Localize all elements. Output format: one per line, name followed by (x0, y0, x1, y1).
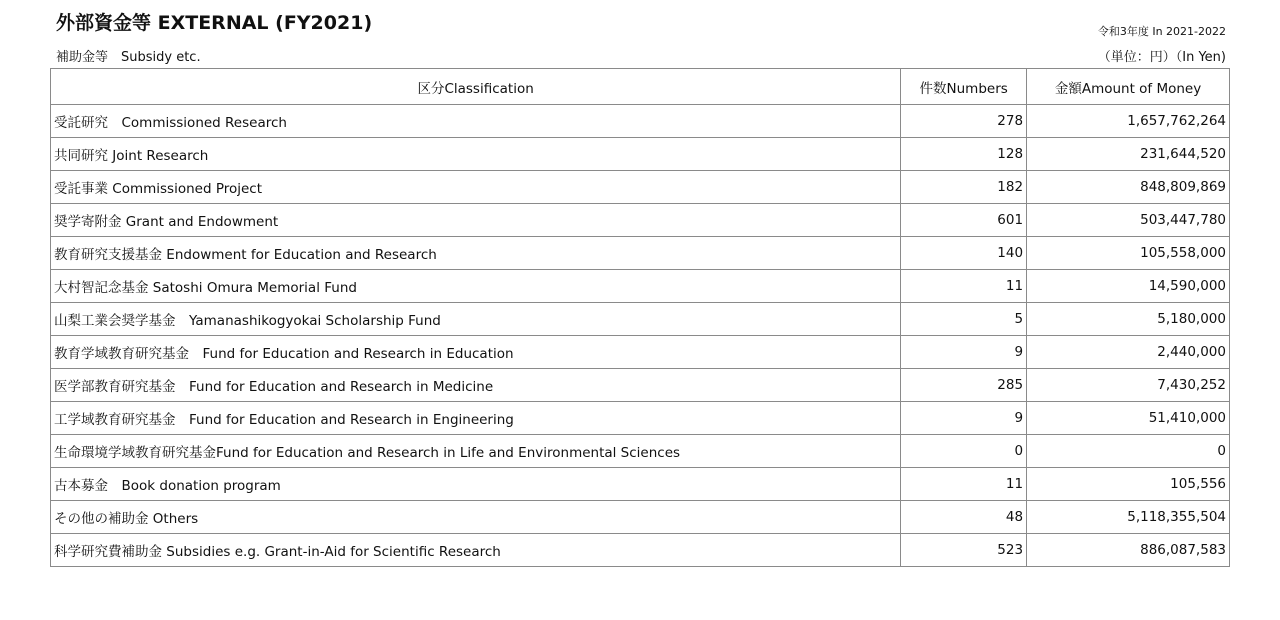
cell-amount: 105,558,000 (1027, 237, 1230, 270)
cell-amount: 0 (1027, 435, 1230, 468)
cell-classification: 受託事業 Commissioned Project (51, 171, 901, 204)
unit-label: （単位：円）（In Yen) (1097, 50, 1226, 65)
cell-numbers: 9 (901, 336, 1027, 369)
cell-classification: 共同研究 Joint Research (51, 138, 901, 171)
cell-classification: 山梨工業会奨学基金 Yamanashikogyokai Scholarship Fund (51, 303, 901, 336)
table-row (51, 270, 1230, 303)
cell-classification: 医学部教育研究基金 Fund for Education and Research in Medicine (51, 369, 901, 402)
cell-amount: 5,118,355,504 (1027, 501, 1230, 534)
table-row (51, 105, 1230, 138)
table-row (51, 171, 1230, 204)
table-row (51, 501, 1230, 534)
table-header-row (51, 69, 1230, 105)
cell-amount: 503,447,780 (1027, 204, 1230, 237)
cell-amount: 886,087,583 (1027, 534, 1230, 567)
cell-amount: 2,440,000 (1027, 336, 1230, 369)
table-row (51, 204, 1230, 237)
cell-classification: 奨学寄附金 Grant and Endowment (51, 204, 901, 237)
cell-numbers: 182 (901, 171, 1027, 204)
cell-numbers: 128 (901, 138, 1027, 171)
cell-amount: 231,644,520 (1027, 138, 1230, 171)
table-row (51, 435, 1230, 468)
cell-amount: 7,430,252 (1027, 369, 1230, 402)
table-row (51, 336, 1230, 369)
table-row (51, 237, 1230, 270)
cell-classification: その他の補助金 Others (51, 501, 901, 534)
column-header-amount: 金額Amount of Money (1027, 69, 1230, 105)
cell-classification: 生命環境学域教育研究基金Fund for Education and Research in Life and Environmental Sciences (51, 435, 901, 468)
cell-numbers: 5 (901, 303, 1027, 336)
table-row (51, 402, 1230, 435)
cell-numbers: 11 (901, 270, 1027, 303)
cell-numbers: 9 (901, 402, 1027, 435)
page-title: 外部資金等 EXTERNAL (FY2021) (56, 12, 373, 34)
cell-numbers: 601 (901, 204, 1027, 237)
cell-numbers: 0 (901, 435, 1027, 468)
cell-numbers: 278 (901, 105, 1027, 138)
cell-classification: 工学域教育研究基金 Fund for Education and Research in Engineering (51, 402, 901, 435)
cell-classification: 教育研究支援基金 Endowment for Education and Research (51, 237, 901, 270)
cell-classification: 大村智記念基金 Satoshi Omura Memorial Fund (51, 270, 901, 303)
cell-amount: 848,809,869 (1027, 171, 1230, 204)
cell-amount: 14,590,000 (1027, 270, 1230, 303)
cell-numbers: 140 (901, 237, 1027, 270)
table-row (51, 138, 1230, 171)
table-row (51, 369, 1230, 402)
fiscal-year-label: 令和3年度 In 2021-2022 (1097, 25, 1226, 38)
column-header-classification: 区分Classification (51, 69, 901, 105)
table-row (51, 303, 1230, 336)
cell-classification: 受託研究 Commissioned Research (51, 105, 901, 138)
cell-classification: 教育学域教育研究基金 Fund for Education and Research in Education (51, 336, 901, 369)
cell-amount: 1,657,762,264 (1027, 105, 1230, 138)
cell-numbers: 285 (901, 369, 1027, 402)
cell-amount: 51,410,000 (1027, 402, 1230, 435)
cell-amount: 105,556 (1027, 468, 1230, 501)
page-subtitle: 補助金等 Subsidy etc. (56, 50, 201, 65)
column-header-numbers: 件数Numbers (901, 69, 1027, 105)
cell-numbers: 11 (901, 468, 1027, 501)
table-row (51, 468, 1230, 501)
cell-numbers: 523 (901, 534, 1027, 567)
table-row (51, 534, 1230, 567)
subsidy-table (50, 68, 1230, 567)
cell-amount: 5,180,000 (1027, 303, 1230, 336)
cell-classification: 科学研究費補助金 Subsidies e.g. Grant-in-Aid for Scientific Research (51, 534, 901, 567)
cell-numbers: 48 (901, 501, 1027, 534)
cell-classification: 古本募金 Book donation program (51, 468, 901, 501)
